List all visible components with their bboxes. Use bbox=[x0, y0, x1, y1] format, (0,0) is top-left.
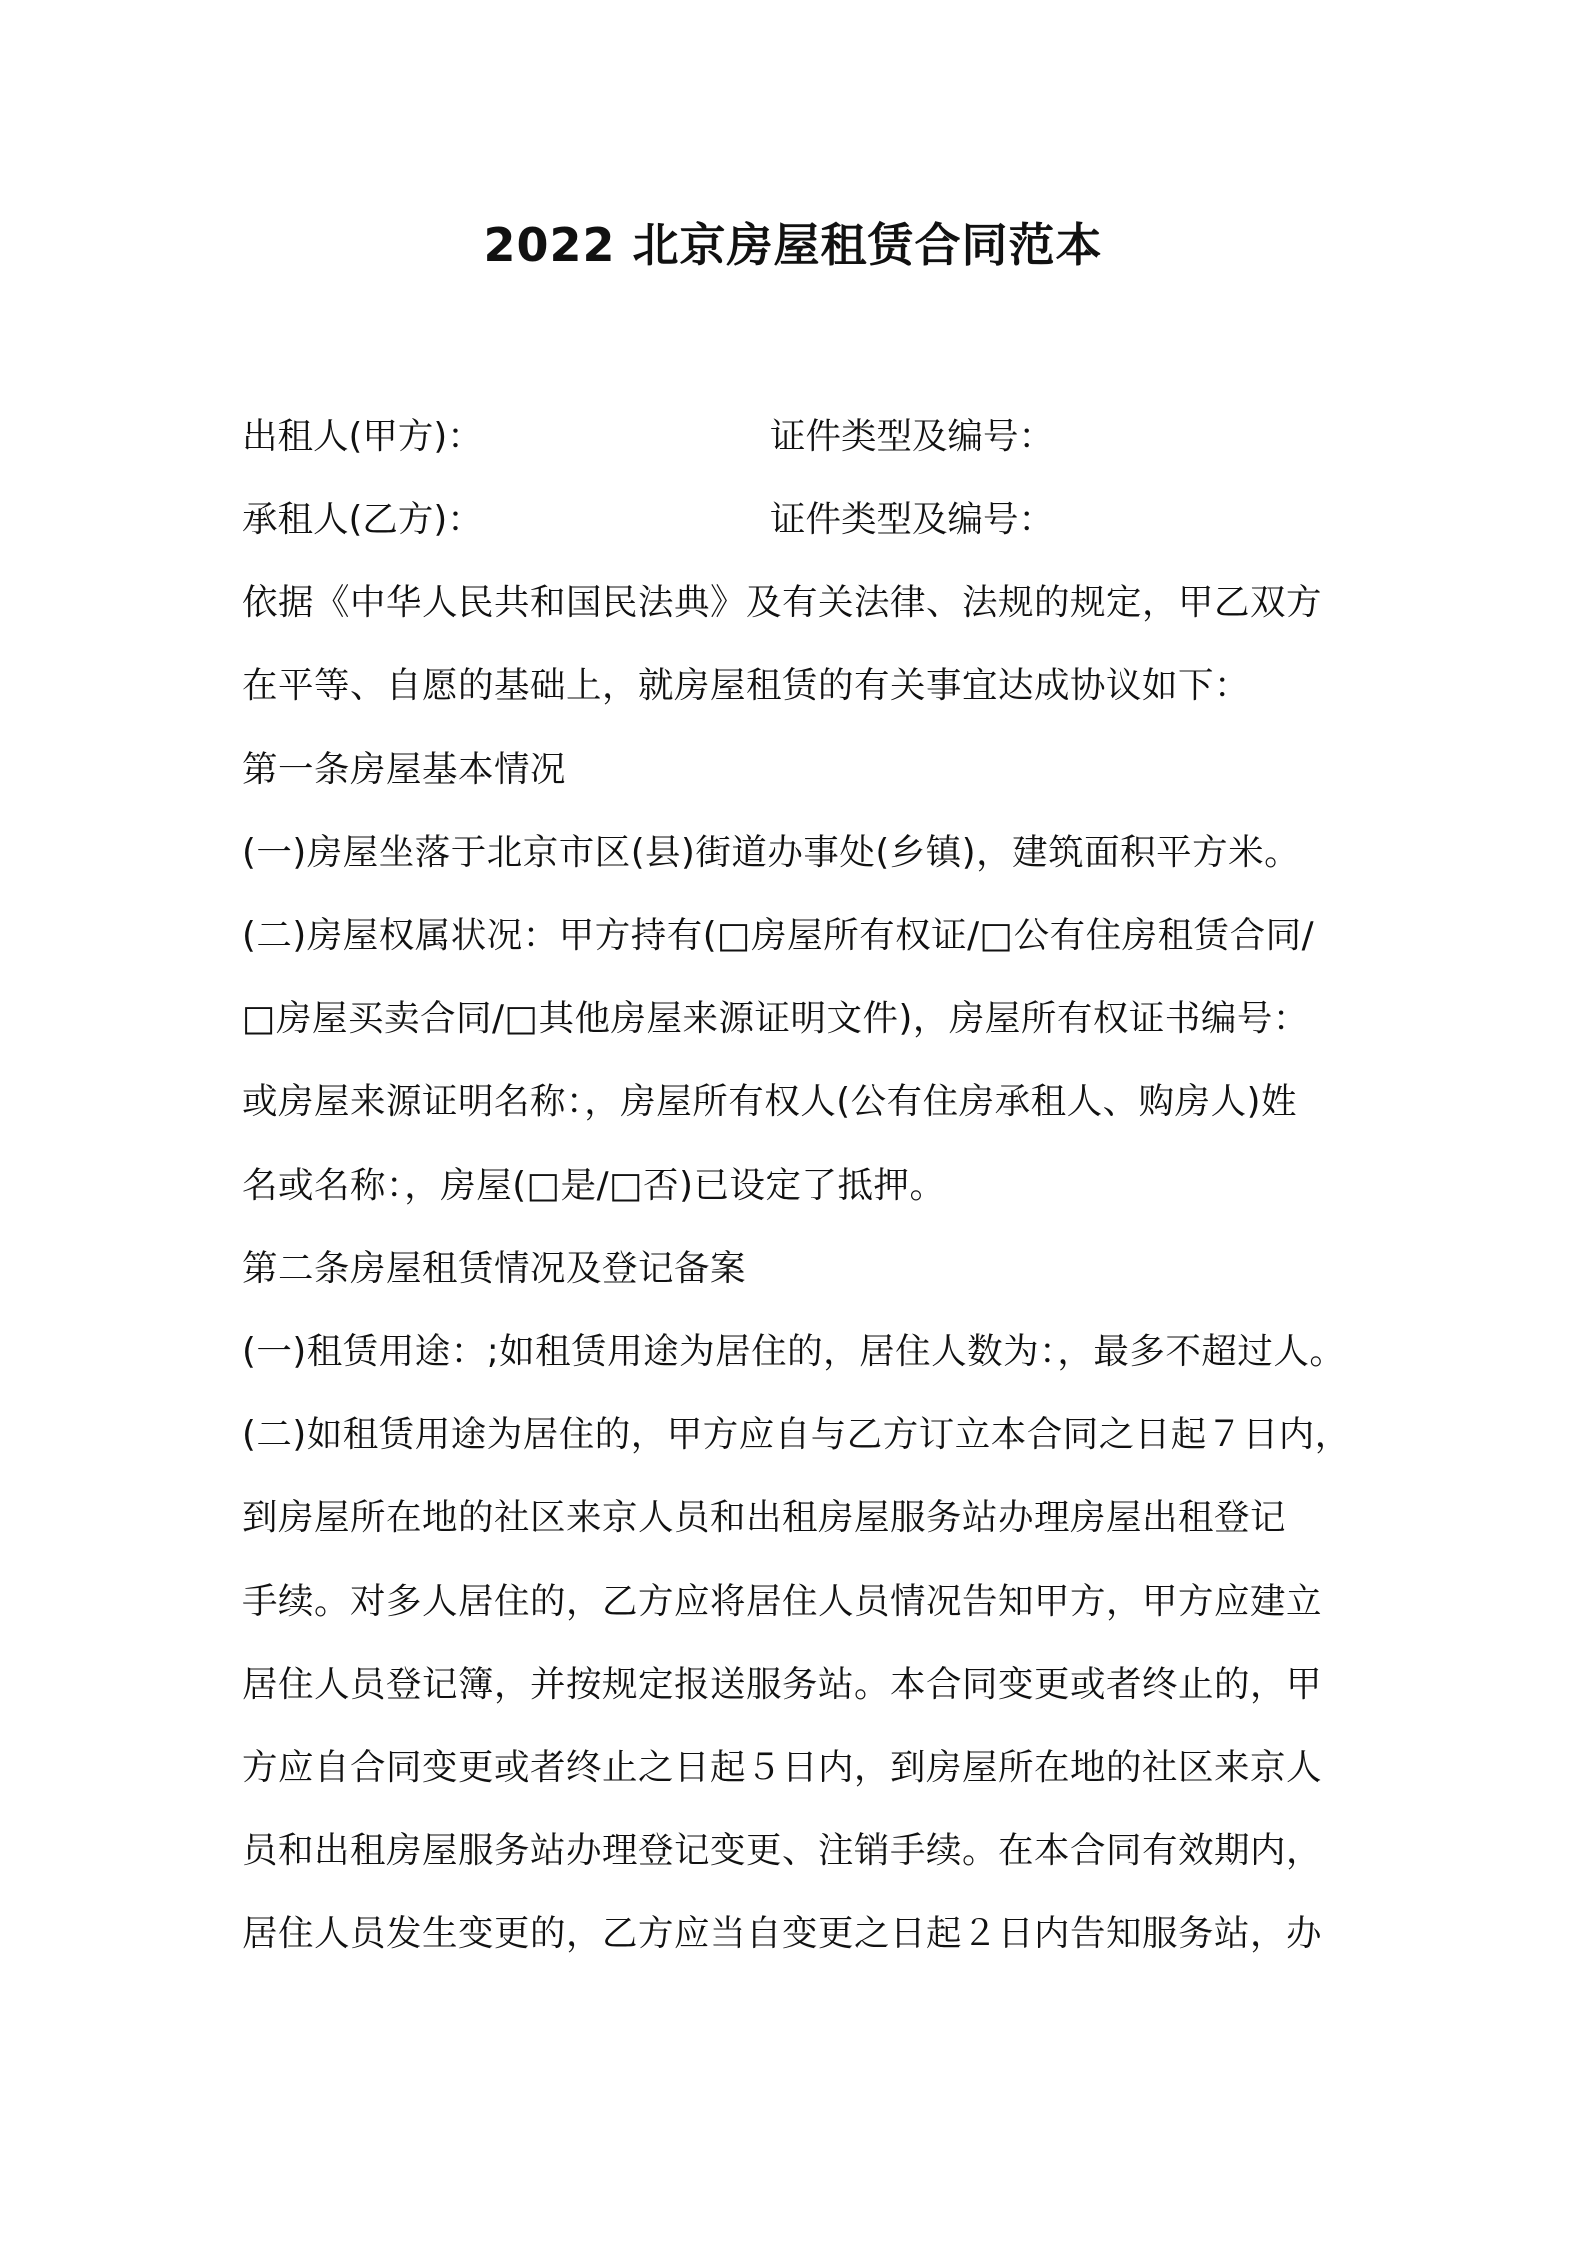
document-title: 2022 北京房屋租赁合同范本 bbox=[483, 218, 1103, 272]
lessor-id-label: 证件类型及编号： bbox=[770, 416, 1055, 457]
lessee-id-label: 证件类型及编号： bbox=[770, 499, 1055, 540]
paragraph-line: 或房屋来源证明名称：，房屋所有权人(公有住房承租人、购房人)姓 bbox=[242, 1081, 1297, 1122]
paragraph-line: (二)如租赁用途为居住的，甲方应自与乙方订立本合同之日起７日内， bbox=[242, 1414, 1351, 1455]
paragraph-line: 到房屋所在地的社区来京人员和出租房屋服务站办理房屋出租登记 bbox=[242, 1497, 1287, 1538]
paragraph-line: 居住人员发生变更的，乙方应当自变更之日起２日内告知服务站，办 bbox=[242, 1913, 1323, 1954]
paragraph-line: □房屋买卖合同/□其他房屋来源证明文件)，房屋所有权证书编号： bbox=[242, 998, 1309, 1039]
section-heading: 第一条房屋基本情况 bbox=[242, 749, 567, 790]
paragraph-line: 名或名称：，房屋(□是/□否)已设定了抵押。 bbox=[242, 1165, 946, 1206]
paragraph-line: (一)租赁用途：;如租赁用途为居住的，居住人数为：，最多不超过人。 bbox=[242, 1331, 1346, 1372]
paragraph-line: 在平等、自愿的基础上，就房屋租赁的有关事宜达成协议如下： bbox=[242, 665, 1251, 706]
lessee-label: 承租人(乙方)： bbox=[242, 499, 483, 540]
paragraph-line: 方应自合同变更或者终止之日起５日内，到房屋所在地的社区来京人 bbox=[242, 1747, 1323, 1788]
paragraph-line: 手续。对多人居住的，乙方应将居住人员情况告知甲方，甲方应建立 bbox=[242, 1581, 1323, 1622]
paragraph-line: (一)房屋坐落于北京市区(县)街道办事处(乡镇)，建筑面积平方米。 bbox=[242, 832, 1301, 873]
lessor-label: 出租人(甲方)： bbox=[242, 416, 483, 457]
paragraph-line: 员和出租房屋服务站办理登记变更、注销手续。在本合同有效期内， bbox=[242, 1830, 1323, 1871]
paragraph-line: 依据《中华人民共和国民法典》及有关法律、法规的规定，甲乙双方 bbox=[242, 582, 1323, 623]
paragraph-line: 居住人员登记簿，并按规定报送服务站。本合同变更或者终止的，甲 bbox=[242, 1664, 1323, 1705]
paragraph-line: (二)房屋权属状况：甲方持有(□房屋所有权证/□公有住房租赁合同/ bbox=[242, 915, 1315, 956]
section-heading: 第二条房屋租赁情况及登记备案 bbox=[242, 1248, 747, 1289]
